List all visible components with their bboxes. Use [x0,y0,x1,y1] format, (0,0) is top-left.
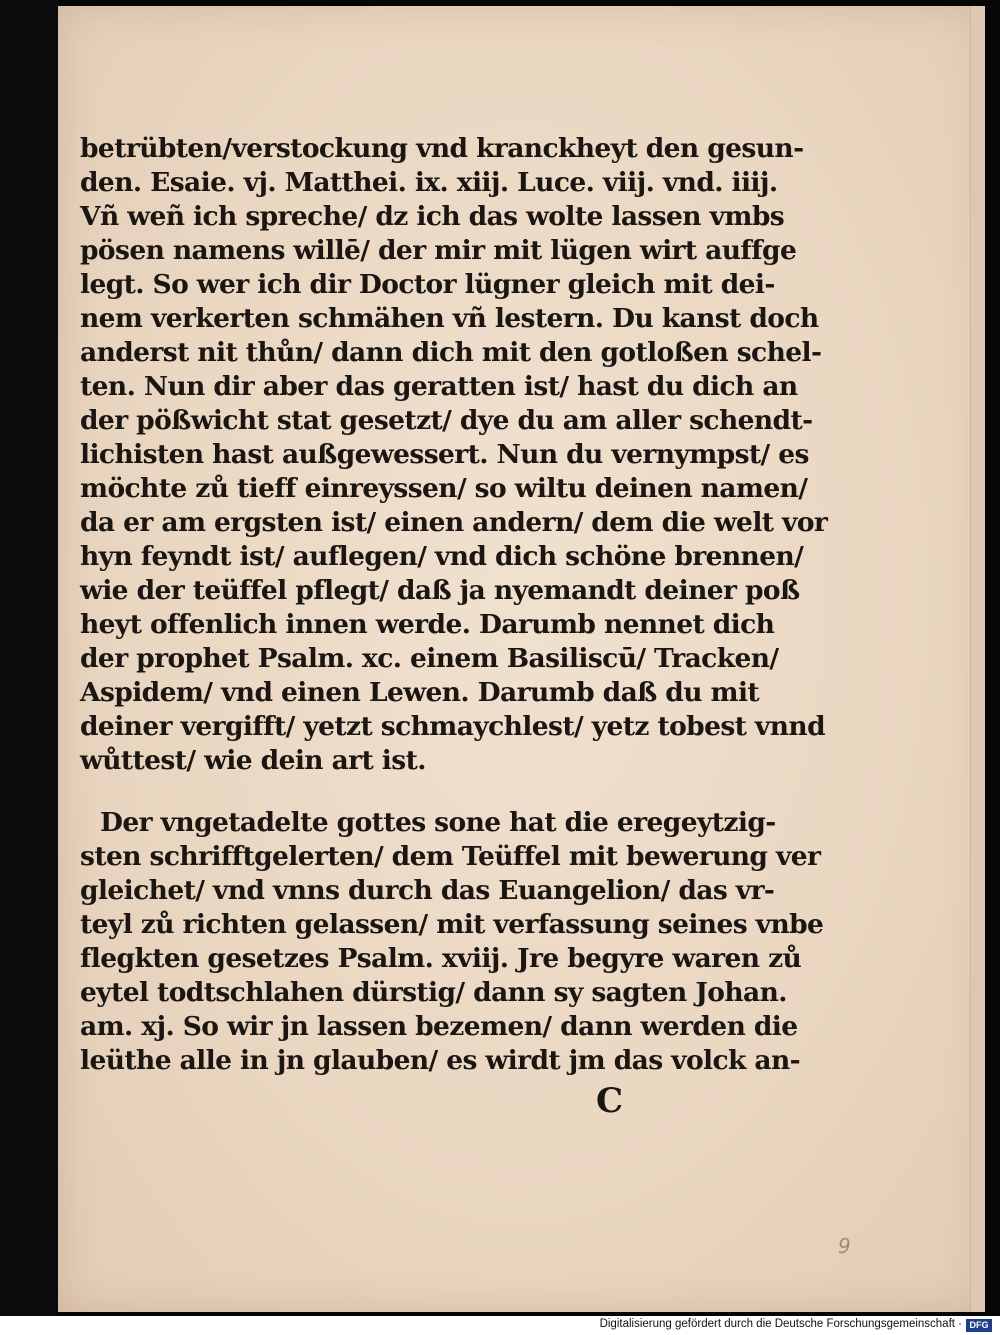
text-line: sten schrifftgelerten/ dem Teüffel mit bewerung ver [80,841,821,872]
text-line: leüthe alle in jn glauben/ es wirdt jm das volck an- [80,1045,801,1076]
text-line: pösen namens willē/ der mir mit lügen wirt auffge [80,235,797,266]
text-line: ten. Nun dir aber das geratten ist/ hast du dich an [80,371,798,402]
text-line: gleichet/ vnd vnns durch das Euangelion/ das vr- [80,875,775,906]
paragraph-gap [80,778,680,806]
text-line: deiner vergifft/ yetzt schmaychlest/ yetz tobest vnnd [80,711,825,742]
text-line: nem verkerten schmähen vñ lestern. Du kanst doch [80,303,819,334]
dfg-logo-icon: DFG [966,1319,992,1332]
paragraph-1 [80,132,828,778]
text-line: am. xj. So wir jn lassen bezemen/ dann werden die [80,1011,798,1042]
text-line: anderst nit thůn/ dann dich mit den gotloßen schel- [80,337,822,368]
text-line: der prophet Psalm. xc. einem Basiliscū/ Tracken/ [80,643,779,674]
paragraph-2 [80,806,824,1078]
text-line: möchte zů tieff einreyssen/ so wiltu deinen namen/ [80,473,808,504]
text-line: heyt offenlich innen werde. Darumb nennet dich [80,609,775,640]
page-number: 9 [838,1234,851,1258]
page-edge [970,6,985,1312]
scan-background [0,0,58,1316]
text-line: den. Esaie. vj. Matthei. ix. xiij. Luce. viij. vnd. iiij. [80,167,778,198]
text-line: legt. So wer ich dir Doctor lügner gleich mit dei- [80,269,775,300]
text-line: da er am ergsten ist/ einen andern/ dem die welt vor [80,507,828,538]
text-block [80,132,828,1078]
text-line: hyn feyndt ist/ auflegen/ vnd dich schöne brennen/ [80,541,804,572]
funding-notice: Digitalisierung gefördert durch die Deutsche Forschungsgemeinschaft · [599,1318,962,1330]
text-line: lichisten hast außgewessert. Nun du vernympst/ es [80,439,809,470]
footer-bar [0,1316,1000,1335]
text-line: teyl zů richten gelassen/ mit verfassung seines vnbe [80,909,824,940]
signature-mark: C [596,1081,624,1121]
text-line: wie der teüffel pflegt/ daß ja nyemandt deiner poß [80,575,800,606]
text-line: wůttest/ wie dein art ist. [80,745,426,776]
document-page [58,6,985,1312]
text-line: Aspidem/ vnd einen Lewen. Darumb daß du mit [80,677,760,708]
text-line: Vñ weñ ich spreche/ dz ich das wolte lassen vmbs [80,201,785,232]
text-line: Der vngetadelte gottes sone hat die eregeytzig- [100,807,776,838]
text-line: flegkten gesetzes Psalm. xviij. Jre begyre waren zů [80,943,802,974]
text-line: eytel todtschlahen dürstig/ dann sy sagten Johan. [80,977,787,1008]
text-line: betrübten/verstockung vnd kranckheyt den gesun- [80,133,804,164]
text-line: der pößwicht stat gesetzt/ dye du am aller schendt- [80,405,813,436]
